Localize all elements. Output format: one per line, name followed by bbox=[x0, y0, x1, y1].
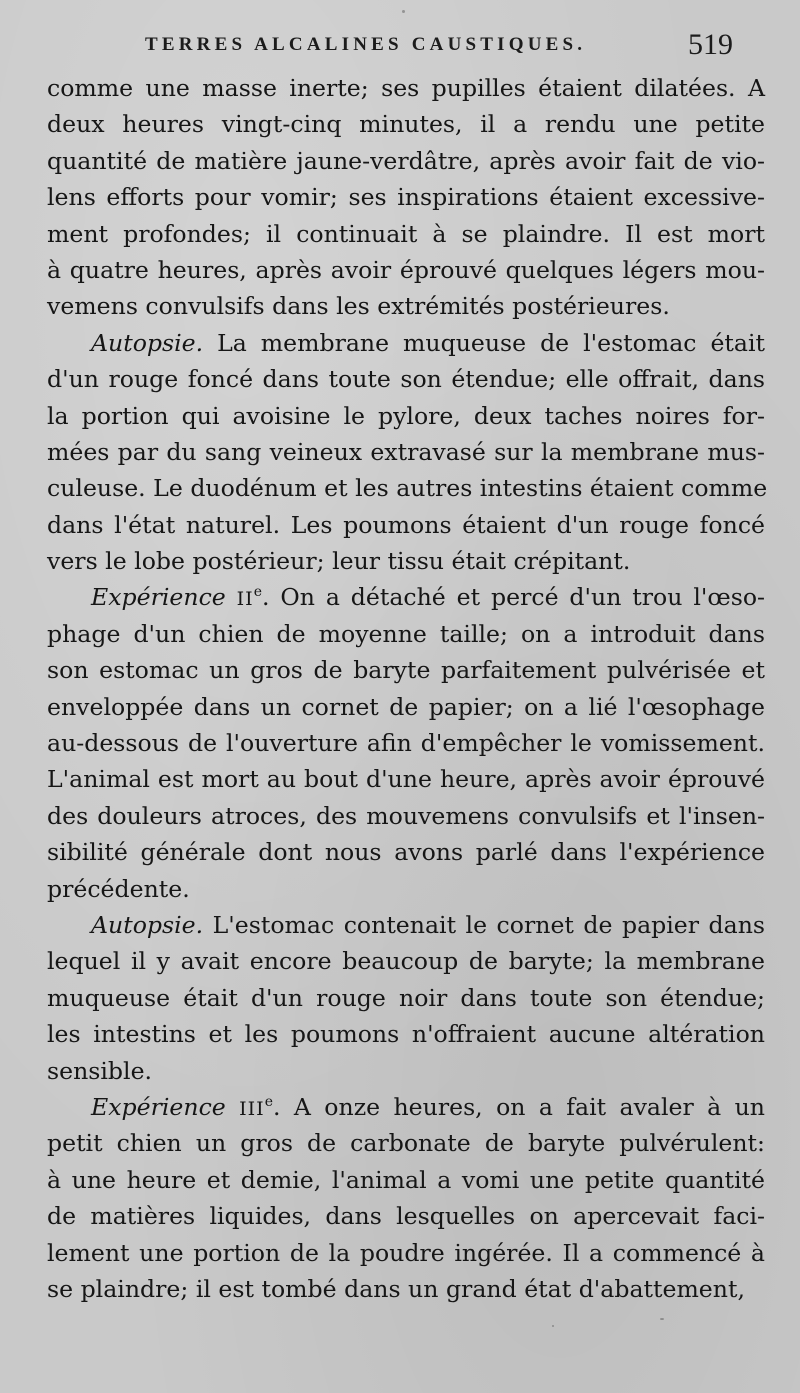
text-line: précédente. bbox=[47, 874, 190, 903]
text-run: . On a détaché et percé d'un trou l'œso- bbox=[261, 583, 766, 612]
text-line: sibilité générale dont nous avons parlé dans l'expérience bbox=[47, 838, 765, 867]
paragraph-first-line bbox=[47, 1089, 765, 1125]
text-line: L'animal est mort au bout d'une heure, après avoir éprouvé bbox=[47, 765, 765, 794]
text-run: . A onze heures, on a fait avaler à un bbox=[272, 1092, 766, 1121]
text-line: sensible. bbox=[47, 1056, 153, 1085]
print-speck bbox=[402, 10, 405, 13]
text-line: la portion qui avoisine le pylore, deux taches noires for- bbox=[47, 401, 765, 430]
paragraph-first-line bbox=[47, 907, 765, 943]
text-line: son estomac un gros de baryte parfaitement pulvérisée et bbox=[47, 656, 765, 685]
text-line: les intestins et les poumons n'offraient aucune altération bbox=[47, 1020, 765, 1049]
text-run: L'estomac contenait le cornet de papier dans bbox=[203, 910, 765, 939]
text-line: lement une portion de la poudre ingérée. Il a commencé à bbox=[47, 1238, 765, 1267]
experiment-numeral: II bbox=[236, 588, 254, 611]
text-line: mées par du sang veineux extravasé sur la membrane mus- bbox=[47, 437, 765, 466]
paragraph-lead: Expérience bbox=[91, 1092, 226, 1121]
text-line: lequel il y avait encore beaucoup de baryte; la membrane bbox=[47, 947, 765, 976]
text-line: ment profondes; il continuait à se plaindre. Il est mort bbox=[47, 219, 765, 248]
page-number: 519 bbox=[688, 28, 733, 61]
body-text bbox=[47, 70, 768, 1307]
text-line: à quatre heures, après avoir éprouvé quelques légers mou- bbox=[47, 255, 765, 284]
text-line: muqueuse était d'un rouge noir dans toute son étendue; bbox=[47, 983, 765, 1012]
paragraph-lead: Autopsie. bbox=[91, 910, 204, 939]
text-line: lens efforts pour vomir; ses inspirations étaient excessive- bbox=[47, 183, 765, 212]
text-line: de matières liquides, dans lesquelles on apercevait faci- bbox=[47, 1202, 765, 1231]
text-line: dans l'état naturel. Les poumons étaient d'un rouge foncé bbox=[47, 510, 765, 539]
text-line: phage d'un chien de moyenne taille; on a introduit dans bbox=[47, 619, 765, 648]
text-line: quantité de matière jaune-verdâtre, après avoir fait de vio- bbox=[47, 146, 765, 175]
text-line: à une heure et demie, l'animal a vomi une petite quantité bbox=[47, 1165, 765, 1194]
paragraph-lead: Expérience bbox=[91, 583, 226, 612]
text-line: vers le lobe postérieur; leur tissu était crépitant. bbox=[47, 547, 631, 576]
ordinal-suffix: e bbox=[264, 1093, 273, 1110]
text-run: La membrane muqueuse de l'estomac était bbox=[203, 328, 765, 357]
running-head bbox=[0, 28, 800, 68]
text-line: se plaindre; il est tombé dans un grand état d'abattement, bbox=[47, 1274, 745, 1303]
text-line: au-dessous de l'ouverture afin d'empêcher le vomissement. bbox=[47, 729, 765, 758]
paragraph-first-line bbox=[47, 579, 765, 615]
text-line: vemens convulsifs dans les extrémités postérieures. bbox=[47, 292, 670, 321]
print-speck bbox=[660, 1318, 664, 1320]
experiment-numeral: III bbox=[239, 1097, 265, 1120]
text-line: deux heures vingt-cinq minutes, il a rendu une petite bbox=[47, 110, 765, 139]
text-line: comme une masse inerte; ses pupilles étaient dilatées. A bbox=[47, 74, 765, 102]
text-line: culeuse. Le duodénum et les autres intestins étaient comme bbox=[47, 474, 768, 503]
paragraph-first-line bbox=[47, 325, 765, 361]
text-line: des douleurs atroces, des mouvemens convulsifs et l'insen- bbox=[47, 801, 765, 830]
text-line: enveloppée dans un cornet de papier; on a lié l'œsophage bbox=[47, 692, 765, 721]
ordinal-suffix: e bbox=[253, 584, 262, 601]
running-title: TERRES ALCALINES CAUSTIQUES. bbox=[145, 34, 587, 55]
text-line: petit chien un gros de carbonate de baryte pulvérulent: bbox=[47, 1129, 765, 1158]
paragraph-lead: Autopsie. bbox=[91, 328, 204, 357]
print-speck bbox=[552, 1325, 554, 1327]
text-line: d'un rouge foncé dans toute son étendue; elle offrait, dans bbox=[47, 365, 765, 394]
